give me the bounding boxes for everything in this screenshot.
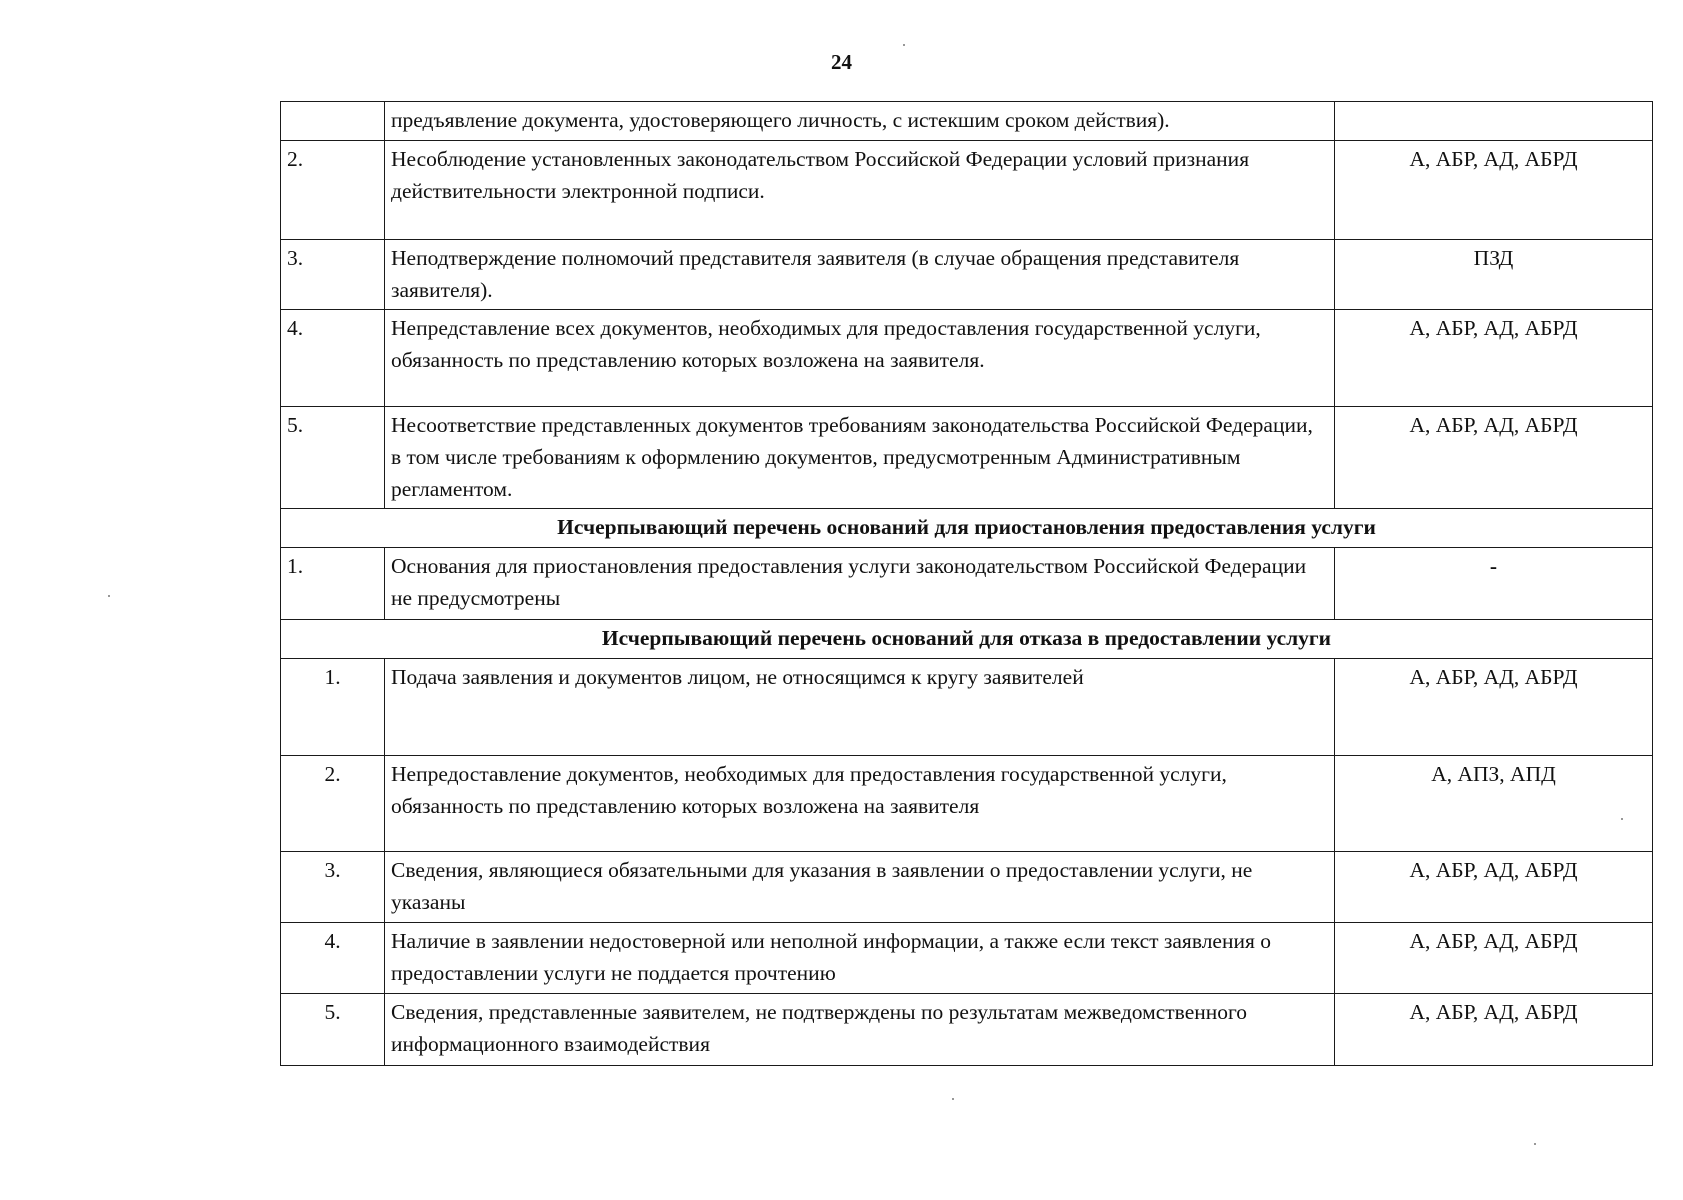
row-number: 2.: [281, 756, 385, 852]
table-row: [281, 659, 1653, 756]
row-codes: А, АБР, АД, АБРД: [1335, 923, 1653, 994]
row-number: 3.: [281, 240, 385, 310]
row-text: Подача заявления и документов лицом, не относящимся к кругу заявителей: [385, 659, 1335, 756]
table-row: [281, 756, 1653, 852]
row-codes: А, АБР, АД, АБРД: [1335, 994, 1653, 1066]
row-codes: -: [1335, 548, 1653, 620]
row-codes: А, АПЗ, АПД: [1335, 756, 1653, 852]
row-number: 1.: [281, 659, 385, 756]
row-text: Наличие в заявлении недостоверной или неполной информации, а также если текст заявления о предоставлении услуги не поддается прочтению: [385, 923, 1335, 994]
row-number: 2.: [281, 141, 385, 240]
row-text: Сведения, являющиеся обязательными для указания в заявлении о предоставлении услуги, не указаны: [385, 852, 1335, 923]
table-row: [281, 141, 1653, 240]
scan-speck: [952, 1098, 954, 1100]
refusal-section-title: Исчерпывающий перечень оснований для отказа в предоставлении услуги: [281, 620, 1653, 659]
table-row: [281, 852, 1653, 923]
table-row: [281, 102, 1653, 141]
row-number: 5.: [281, 407, 385, 509]
row-codes: А, АБР, АД, АБРД: [1335, 407, 1653, 509]
page-number: 24: [831, 50, 852, 74]
row-number: 4.: [281, 923, 385, 994]
table-row: [281, 310, 1653, 407]
row-codes: А, АБР, АД, АБРД: [1335, 659, 1653, 756]
row-number: 5.: [281, 994, 385, 1066]
scan-speck: [1534, 1143, 1536, 1145]
suspension-section-title: Исчерпывающий перечень оснований для приостановления предоставления услуги: [281, 509, 1653, 548]
table-row: [281, 407, 1653, 509]
row-codes: А, АБР, АД, АБРД: [1335, 141, 1653, 240]
row-text: Несоответствие представленных документов требованиям законодательства Российской Федерации, в том числе требованиям к оформлению документов, предусмотренным Административным регламентом.: [385, 407, 1335, 509]
row-codes: А, АБР, АД, АБРД: [1335, 310, 1653, 407]
table-row: [281, 923, 1653, 994]
scan-speck: [903, 44, 905, 46]
row-number: 4.: [281, 310, 385, 407]
row-text: Несоблюдение установленных законодательством Российской Федерации условий признания действительности электронной подписи.: [385, 141, 1335, 240]
row-number: 1.: [281, 548, 385, 620]
row-text: Неподтверждение полномочий представителя заявителя (в случае обращения представителя заявителя).: [385, 240, 1335, 310]
grounds-table: [280, 101, 1653, 1066]
row-text: Непредоставление документов, необходимых для предоставления государственной услуги, обязанность по представлению которых возложена на заявителя: [385, 756, 1335, 852]
row-text: Сведения, представленные заявителем, не подтверждены по результатам межведомственного информационного взаимодействия: [385, 994, 1335, 1066]
row-text: Основания для приостановления предоставления услуги законодательством Российской Федерации не предусмотрены: [385, 548, 1335, 620]
row-codes: ПЗД: [1335, 240, 1653, 310]
row-codes: [1335, 102, 1653, 141]
table-row: [281, 994, 1653, 1066]
table-row: [281, 548, 1653, 620]
row-text: Непредставление всех документов, необходимых для предоставления государственной услуги, обязанность по представлению которых возложена на заявителя.: [385, 310, 1335, 407]
section-header-row: [281, 509, 1653, 548]
section-header-row: [281, 620, 1653, 659]
table-row: [281, 240, 1653, 310]
row-number: [281, 102, 385, 141]
row-text: предъявление документа, удостоверяющего личность, с истекшим сроком действия).: [385, 102, 1335, 141]
scan-speck: [108, 595, 110, 597]
row-codes: А, АБР, АД, АБРД: [1335, 852, 1653, 923]
row-number: 3.: [281, 852, 385, 923]
